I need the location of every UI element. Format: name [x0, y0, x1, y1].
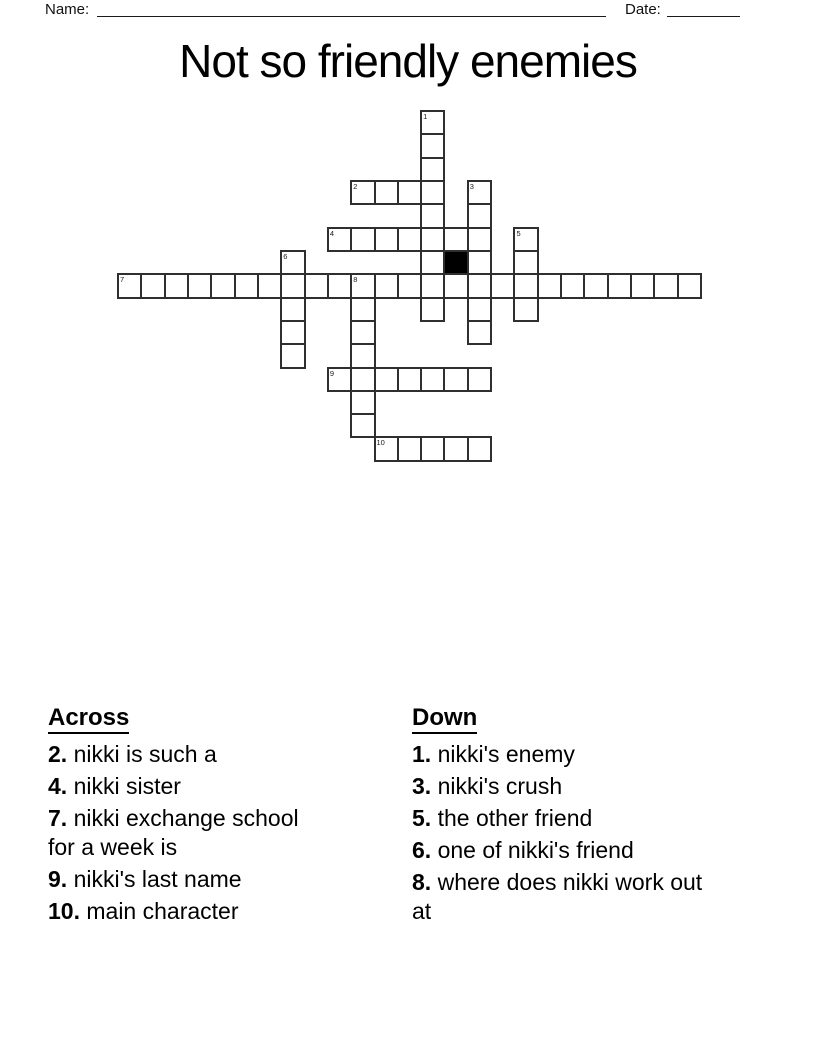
- cell-number: 5: [516, 228, 521, 238]
- grid-cell: [420, 297, 445, 322]
- clue-number: 4.: [48, 773, 68, 799]
- down-clues-section: [412, 704, 725, 929]
- cell-number: 1: [423, 112, 428, 121]
- cell-number: 10: [376, 438, 385, 448]
- grid-cell: [350, 390, 375, 415]
- clue-number: 8.: [412, 869, 432, 895]
- grid-cell: [467, 320, 492, 345]
- grid-cell: [327, 227, 352, 252]
- cell-number: 2: [353, 181, 358, 191]
- grid-cell: [513, 227, 538, 252]
- grid-cell: [653, 273, 678, 298]
- grid-cell: [467, 203, 492, 228]
- clue-down: 1. nikki's enemy: [412, 741, 575, 767]
- clue-number: 1.: [412, 741, 432, 767]
- grid-cell: [467, 227, 492, 252]
- grid-cell: [164, 273, 189, 298]
- grid-cell: [630, 273, 655, 298]
- grid-cell: [374, 367, 399, 392]
- grid-cell: [443, 367, 468, 392]
- clue-across: 10. main character: [48, 898, 239, 924]
- clue-across: 7. nikki exchange school for a week is: [48, 805, 299, 860]
- date-blank-line: [667, 16, 740, 17]
- cell-number: 7: [120, 275, 125, 285]
- puzzle-title: Not so friendly enemies: [179, 35, 637, 87]
- clue-across: 2. nikki is such a: [48, 741, 217, 767]
- grid-cell: [513, 273, 538, 298]
- grid-cell: [350, 367, 375, 392]
- across-clues-section: [48, 704, 311, 929]
- grid-cell: [420, 110, 445, 135]
- clue-number: 5.: [412, 805, 432, 831]
- clue-down: 8. where does nikki work out at: [412, 869, 703, 924]
- cell-number: 6: [283, 251, 288, 261]
- black-cell: [443, 250, 468, 275]
- grid-cell: [397, 180, 422, 205]
- grid-cell: [280, 250, 305, 275]
- clue-number: 2.: [48, 741, 68, 767]
- across-heading-text: Across: [48, 704, 129, 734]
- grid-cell: [420, 367, 445, 392]
- grid-cell: [467, 250, 492, 275]
- grid-cell: [117, 273, 142, 298]
- cell-number: 8: [353, 275, 358, 285]
- grid-cell: [420, 133, 445, 158]
- grid-cell: [374, 227, 399, 252]
- grid-cell: [304, 273, 329, 298]
- across-heading: [48, 704, 311, 732]
- grid-cell: [187, 273, 212, 298]
- grid-cell: [467, 367, 492, 392]
- grid-cell: [420, 203, 445, 228]
- grid-cell: [420, 180, 445, 205]
- grid-cell: [467, 436, 492, 461]
- grid-cell: [490, 273, 515, 298]
- grid-cell: [350, 413, 375, 438]
- grid-cell: [234, 273, 259, 298]
- grid-cell: [280, 343, 305, 368]
- grid-cell: [350, 297, 375, 322]
- clue-down: 3. nikki's crush: [412, 773, 563, 799]
- grid-cell: [280, 297, 305, 322]
- grid-cell: [350, 273, 375, 298]
- grid-cell: [513, 250, 538, 275]
- grid-cell: [374, 180, 399, 205]
- grid-cell: [374, 273, 399, 298]
- grid-cell: [397, 436, 422, 461]
- grid-cell: [350, 227, 375, 252]
- grid-cell: [140, 273, 165, 298]
- cell-number: 9: [329, 368, 335, 378]
- grid-cell: [210, 273, 235, 298]
- crossword-grid: [117, 110, 703, 462]
- grid-cell: [420, 250, 445, 275]
- grid-cell: [513, 297, 538, 322]
- grid-cell: [280, 273, 305, 298]
- grid-cell: [583, 273, 608, 298]
- grid-cell: [374, 436, 399, 461]
- cell-number: 4: [329, 228, 335, 238]
- clue-number: 7.: [48, 805, 68, 831]
- clue-number: 9.: [48, 866, 68, 892]
- grid-cell: [397, 227, 422, 252]
- grid-cell: [280, 320, 305, 345]
- grid-cell: [327, 273, 352, 298]
- grid-cell: [607, 273, 632, 298]
- cell-number: 3: [469, 181, 474, 191]
- grid-cell: [467, 297, 492, 322]
- grid-cell: [443, 227, 468, 252]
- grid-cell: [420, 436, 445, 461]
- grid-cell: [397, 367, 422, 392]
- down-heading-text: Down: [412, 704, 477, 734]
- date-label: Date:: [625, 1, 661, 18]
- grid-cell: [420, 157, 445, 182]
- clue-number: 10.: [48, 898, 80, 924]
- clue-down: 6. one of nikki's friend: [412, 837, 634, 863]
- grid-cell: [350, 343, 375, 368]
- grid-cell: [350, 320, 375, 345]
- grid-cell: [443, 436, 468, 461]
- grid-cell: [467, 273, 492, 298]
- grid-cell: [420, 273, 445, 298]
- name-blank-line: [97, 16, 606, 17]
- grid-cell: [677, 273, 702, 298]
- grid-cell: [467, 180, 492, 205]
- grid-cell: [350, 180, 375, 205]
- clue-across: 4. nikki sister: [48, 773, 181, 799]
- clue-number: 3.: [412, 773, 432, 799]
- name-label: Name:: [45, 1, 90, 18]
- clue-down: 5. the other friend: [412, 805, 593, 831]
- grid-cell: [420, 227, 445, 252]
- down-heading: [412, 704, 725, 732]
- grid-cell: [443, 273, 468, 298]
- grid-cell: [327, 367, 352, 392]
- grid-cell: [257, 273, 282, 298]
- grid-cell: [537, 273, 562, 298]
- clue-across: 9. nikki's last name: [48, 866, 242, 892]
- clue-number: 6.: [412, 837, 432, 863]
- grid-cell: [397, 273, 422, 298]
- grid-cell: [560, 273, 585, 298]
